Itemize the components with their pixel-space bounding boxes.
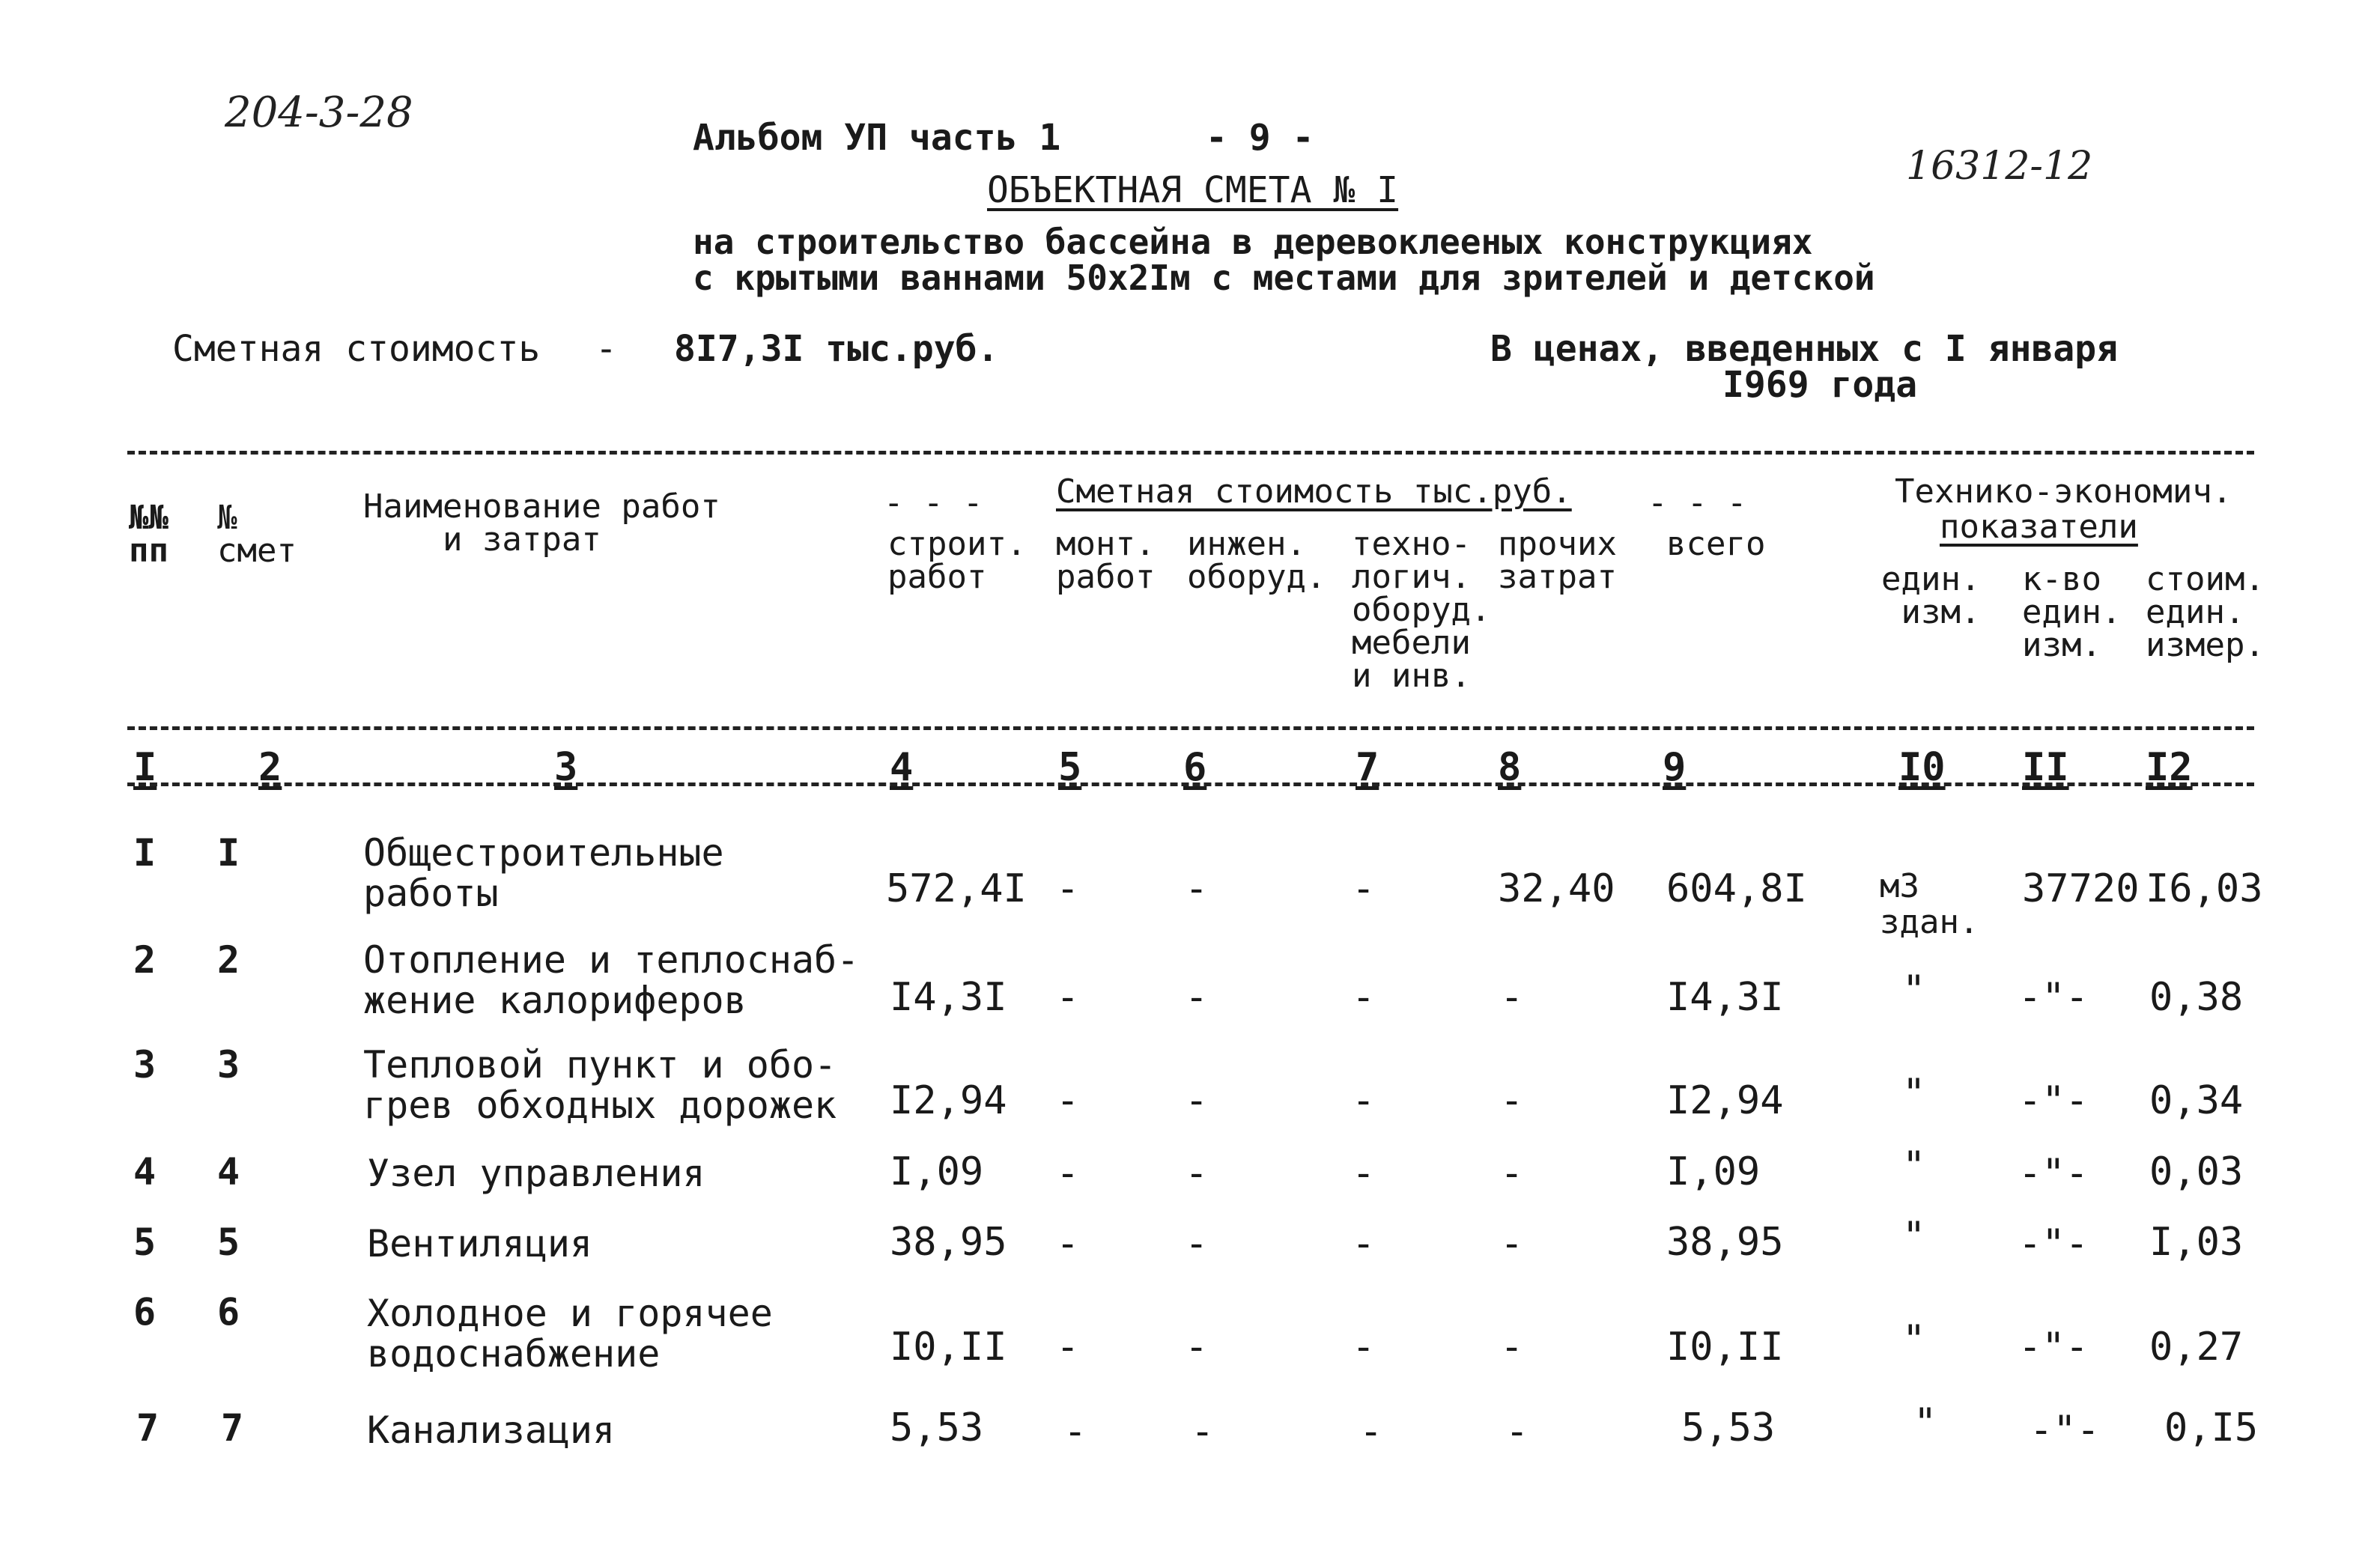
vsego-value: I2,94: [1666, 1078, 1784, 1123]
row-number: 5: [133, 1221, 157, 1264]
header-col7: техно- логич. оборуд. мебели и инв.: [1352, 525, 1491, 695]
row-number: 2: [133, 938, 157, 982]
colnum-7: 7: [1356, 745, 1379, 790]
inzh-value: -: [1185, 1151, 1209, 1196]
mont-value: -: [1056, 1325, 1080, 1370]
unit-cost-value: 0,34: [2149, 1078, 2244, 1123]
mont-value: -: [1056, 1221, 1080, 1266]
header-col5: монт. работ: [1056, 525, 1156, 596]
header-cost-dashes-left: - - -: [884, 484, 1003, 522]
smeta-number: I: [217, 831, 240, 875]
header-tech-group: Технико-экономич.: [1895, 472, 2232, 511]
vsego-value: I0,II: [1666, 1325, 1784, 1370]
handwritten-code-right: 16312-12: [1906, 144, 2093, 189]
proch-value: -: [1500, 1325, 1524, 1370]
stroit-value: 38,95: [890, 1220, 1007, 1265]
tekh-value: -: [1352, 975, 1376, 1020]
tekh-value: -: [1352, 1325, 1376, 1370]
smeta-number: 5: [217, 1221, 240, 1264]
proch-value: -: [1500, 1151, 1524, 1196]
unit-value: ": [1902, 1143, 1926, 1188]
proch-value: -: [1505, 1409, 1529, 1454]
row-number: 7: [136, 1406, 160, 1450]
work-name: Общестроительные работы: [363, 831, 724, 915]
quantity-value: -"-: [2018, 1221, 2089, 1266]
mont-value: -: [1056, 975, 1080, 1020]
stroit-value: I0,II: [890, 1325, 1007, 1370]
header-col3: Наименование работ и затрат: [363, 487, 720, 559]
tekh-value: -: [1352, 866, 1376, 911]
vsego-value: I4,3I: [1666, 975, 1784, 1020]
header-col12: стоим. един. измер.: [2146, 560, 2265, 664]
work-name: Узел управления: [367, 1152, 705, 1195]
colnum-11: II: [2022, 745, 2069, 790]
work-name: Отопление и теплоснаб- жение калориферов: [363, 938, 860, 1022]
proch-value: 32,40: [1498, 866, 1615, 911]
header-col8: прочих затрат: [1498, 525, 1617, 596]
colnum-6: 6: [1183, 745, 1207, 790]
mont-value: -: [1056, 1078, 1080, 1123]
smeta-number: 3: [217, 1043, 240, 1087]
smeta-number: 4: [217, 1150, 240, 1194]
colnum-12: I2: [2146, 745, 2193, 790]
header-cost-dashes-right: - - -: [1648, 484, 1747, 522]
unit-value: ": [1913, 1400, 1937, 1445]
work-name: Тепловой пункт и обо- грев обходных дорожек: [363, 1043, 837, 1127]
document-title: ОБЪЕКТНАЯ СМЕТА № I: [987, 169, 1399, 211]
header-cost-group: Сметная стоимость тыс.руб.: [1056, 472, 1572, 511]
row-number: 4: [133, 1150, 157, 1194]
header-col4: строит. работ: [887, 525, 1027, 596]
stroit-value: 5,53: [890, 1405, 984, 1450]
proch-value: -: [1500, 1078, 1524, 1123]
header-col6: инжен. оборуд.: [1187, 525, 1326, 596]
unit-value: м3 здан.: [1880, 867, 1979, 941]
unit-cost-value: 0,I5: [2164, 1405, 2259, 1450]
header-mid-rule: [127, 726, 2254, 730]
mont-value: -: [1056, 1151, 1080, 1196]
unit-value: ": [1902, 1214, 1926, 1259]
inzh-value: -: [1185, 1078, 1209, 1123]
header-tech-group2: показатели: [1940, 508, 2138, 546]
colnum-4: 4: [890, 745, 914, 790]
colnum-9: 9: [1663, 745, 1687, 790]
smeta-number: 6: [217, 1290, 240, 1334]
subtitle-line2: с крытыми ваннами 50х2Iм с местами для зрителей и детской: [693, 258, 1875, 298]
vsego-value: 38,95: [1666, 1220, 1784, 1265]
work-name: Холодное и горячее водоснабжение: [367, 1292, 773, 1376]
unit-value: ": [1902, 1317, 1926, 1362]
row-number: I: [133, 831, 157, 875]
cost-dash: -: [595, 328, 617, 370]
colnum-2: 2: [258, 745, 282, 790]
colnum-8: 8: [1498, 745, 1522, 790]
colnum-10: I0: [1898, 745, 1946, 790]
vsego-value: I,09: [1666, 1149, 1761, 1194]
proch-value: -: [1500, 1221, 1524, 1266]
stroit-value: 572,4I: [886, 866, 1027, 911]
handwritten-code-left: 204-3-28: [225, 88, 413, 137]
quantity-value: 37720: [2022, 866, 2140, 911]
header-top-rule: [127, 451, 2254, 455]
colnum-1: I: [133, 745, 157, 790]
quantity-value: -"-: [2018, 1325, 2089, 1370]
subtitle-line1: на строительство бассейна в деревоклееных конструкциях: [693, 222, 1813, 262]
quantity-value: -"-: [2018, 975, 2089, 1020]
prices-line1: В ценах, введенных с I января: [1490, 328, 2119, 370]
colnum-3: 3: [554, 745, 578, 790]
work-name: Вентиляция: [367, 1222, 593, 1265]
tekh-value: -: [1352, 1221, 1376, 1266]
colnum-5: 5: [1058, 745, 1082, 790]
row-number: 6: [133, 1290, 157, 1334]
smeta-number: 2: [217, 938, 240, 982]
work-name: Канализация: [367, 1408, 616, 1452]
inzh-value: -: [1185, 975, 1209, 1020]
tekh-value: -: [1352, 1078, 1376, 1123]
inzh-value: -: [1185, 866, 1209, 911]
stroit-value: I,09: [890, 1149, 984, 1194]
row-number: 3: [133, 1043, 157, 1087]
unit-cost-value: I,03: [2149, 1220, 2244, 1265]
smeta-number: 7: [221, 1406, 244, 1450]
unit-value: ": [1902, 967, 1926, 1012]
cost-label: Сметная стоимость: [172, 328, 541, 370]
header-col10: един. изм.: [1881, 560, 1981, 631]
stroit-value: I2,94: [890, 1078, 1007, 1123]
quantity-value: -"-: [2018, 1078, 2089, 1123]
quantity-value: -"-: [2018, 1151, 2089, 1196]
page-number: - 9 -: [1206, 117, 1314, 159]
album-label: Альбом УП часть 1: [693, 117, 1061, 159]
unit-value: ": [1902, 1071, 1926, 1116]
proch-value: -: [1500, 975, 1524, 1020]
header-col9: всего: [1666, 525, 1766, 563]
quantity-value: -"-: [2030, 1408, 2100, 1453]
tekh-value: -: [1352, 1151, 1376, 1196]
prices-line2: I969 года: [1722, 364, 1918, 406]
vsego-value: 604,8I: [1666, 866, 1807, 911]
header-col1: №№ пп: [129, 499, 169, 570]
unit-cost-value: 0,38: [2149, 975, 2244, 1020]
mont-value: -: [1063, 1409, 1087, 1454]
inzh-value: -: [1185, 1221, 1209, 1266]
tekh-value: -: [1359, 1409, 1383, 1454]
inzh-value: -: [1191, 1409, 1215, 1454]
unit-cost-value: I6,03: [2146, 866, 2263, 911]
cost-value: 8I7,3I тыс.руб.: [674, 328, 999, 370]
inzh-value: -: [1185, 1325, 1209, 1370]
unit-cost-value: 0,27: [2149, 1325, 2244, 1370]
unit-cost-value: 0,03: [2149, 1149, 2244, 1194]
stroit-value: I4,3I: [890, 975, 1007, 1020]
header-col2: № смет: [217, 499, 297, 570]
header-col11: к-во един. изм.: [2022, 560, 2122, 664]
mont-value: -: [1056, 866, 1080, 911]
vsego-value: 5,53: [1681, 1405, 1776, 1450]
